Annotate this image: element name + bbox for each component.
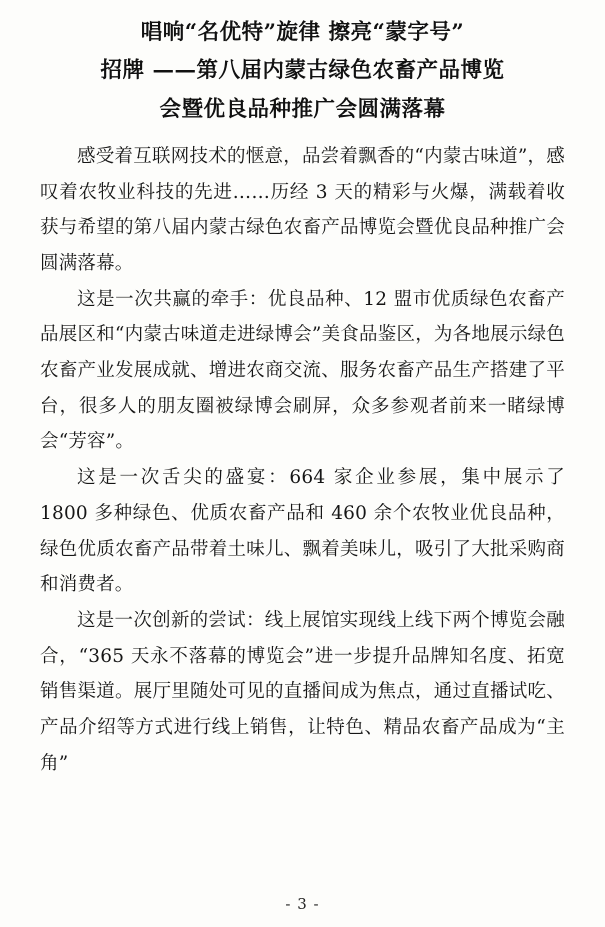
page-title <box>40 14 565 129</box>
document-body <box>40 139 565 782</box>
title-line-3: 会暨优良品种推广会圆满落幕 <box>159 96 446 122</box>
paragraph: 这是一次创新的尝试：线上展馆实现线上线下两个博览会融合，“365 天永不落幕的博览会”进一步提升品牌知名度、拓宽销售渠道。展厅里随处可见的直播间成为焦点，通过直播试吃、产品介绍等方式进行线上销售，让特色、精品农畜产品成为“主角” <box>40 609 565 774</box>
title-line-1: 唱响“名优特”旋律 擦亮“蒙字号” <box>140 20 465 45</box>
paragraph: 这是一次共赢的牵手：优良品种、12 盟市优质绿色农畜产品展区和“内蒙古味道走进绿博会”美食品鉴区，为各地展示绿色农畜产业发展成就、增进农商交流、服务农畜产品生产搭建了平台，很多人的朋友圈被绿博会刷屏，众多参观者前来一睹绿博会“芳容”。 <box>40 288 565 453</box>
title-line-2: 招牌 ——第八届内蒙古绿色农畜产品博览 <box>100 58 505 84</box>
paragraph: 这是一次舌尖的盛宴：664 家企业参展，集中展示了 1800 多种绿色、优质农畜产品和 460 余个农牧业优良品种，绿色优质农畜产品带着土味儿、飘着美味儿，吸引了大批采购商和消费者。 <box>40 467 565 596</box>
paragraph: 感受着互联网技术的惬意，品尝着飘香的“内蒙古味道”，感叹着农牧业科技的先进……历经 3 天的精彩与火爆，满载着收获与希望的第八届内蒙古绿色农畜产品博览会暨优良品种推广会圆满落幕。 <box>40 145 565 274</box>
page-number: - 3 - <box>285 895 320 913</box>
